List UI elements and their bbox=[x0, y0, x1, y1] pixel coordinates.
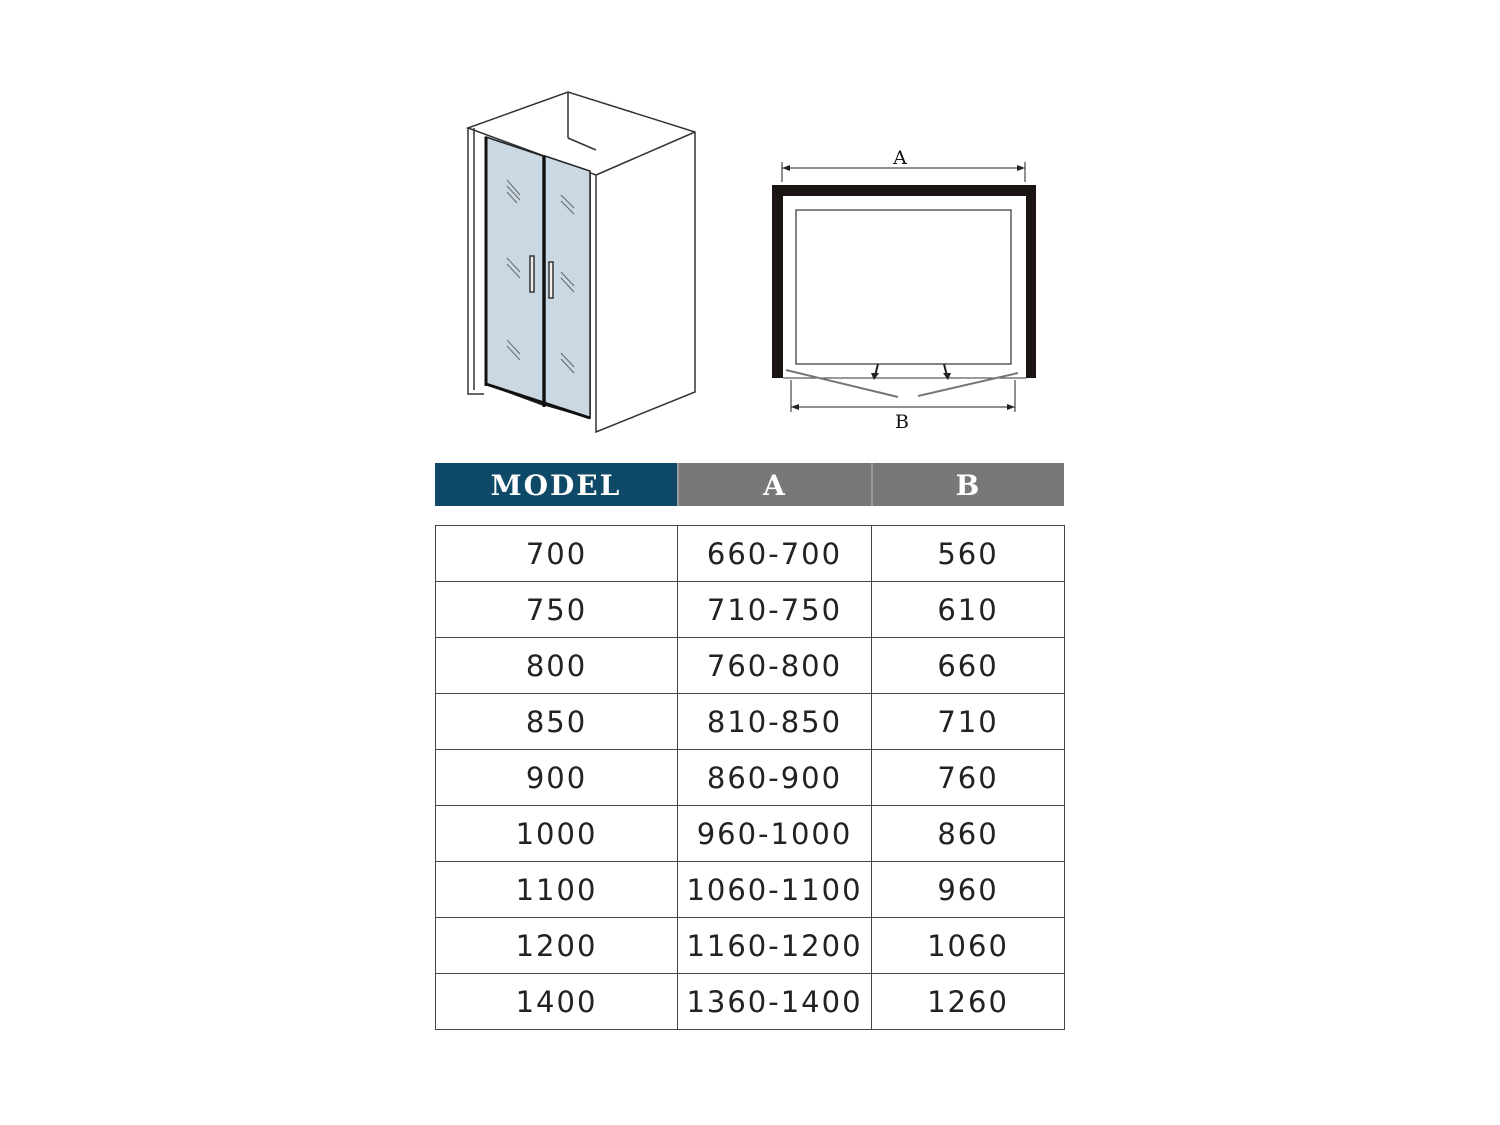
b-cell: 960 bbox=[872, 862, 1065, 918]
model-cell: 700 bbox=[436, 526, 678, 582]
a-cell: 860-900 bbox=[678, 750, 872, 806]
b-cell: 1260 bbox=[872, 974, 1065, 1030]
shower-3d-illustration bbox=[468, 92, 695, 432]
b-cell: 710 bbox=[872, 694, 1065, 750]
table-row bbox=[436, 974, 1065, 1030]
b-cell: 610 bbox=[872, 582, 1065, 638]
table-row bbox=[436, 918, 1065, 974]
model-cell: 850 bbox=[436, 694, 678, 750]
b-cell: 760 bbox=[872, 750, 1065, 806]
dimension-table bbox=[435, 525, 1065, 1030]
b-cell: 860 bbox=[872, 806, 1065, 862]
dimension-b-label: B bbox=[895, 411, 909, 433]
b-cell: 560 bbox=[872, 526, 1065, 582]
a-cell: 810-850 bbox=[678, 694, 872, 750]
table-row bbox=[436, 806, 1065, 862]
model-cell: 1200 bbox=[436, 918, 678, 974]
model-cell: 1100 bbox=[436, 862, 678, 918]
table-row bbox=[436, 862, 1065, 918]
a-cell: 1160-1200 bbox=[678, 918, 872, 974]
table-row bbox=[436, 750, 1065, 806]
a-cell: 660-700 bbox=[678, 526, 872, 582]
header-model: MODEL bbox=[435, 463, 677, 506]
b-cell: 1060 bbox=[872, 918, 1065, 974]
model-cell: 800 bbox=[436, 638, 678, 694]
table-row bbox=[436, 694, 1065, 750]
table-row bbox=[436, 638, 1065, 694]
b-cell: 660 bbox=[872, 638, 1065, 694]
dimension-a-label: A bbox=[893, 147, 907, 169]
a-cell: 710-750 bbox=[678, 582, 872, 638]
table-header bbox=[435, 463, 1064, 506]
a-cell: 1060-1100 bbox=[678, 862, 872, 918]
model-cell: 900 bbox=[436, 750, 678, 806]
table-row bbox=[436, 582, 1065, 638]
model-cell: 750 bbox=[436, 582, 678, 638]
table-row bbox=[436, 526, 1065, 582]
shower-drawings bbox=[0, 0, 1500, 460]
plan-view-diagram bbox=[772, 147, 1036, 433]
header-b: B bbox=[871, 463, 1064, 506]
header-a: A bbox=[677, 463, 871, 506]
a-cell: 960-1000 bbox=[678, 806, 872, 862]
a-cell: 1360-1400 bbox=[678, 974, 872, 1030]
a-cell: 760-800 bbox=[678, 638, 872, 694]
model-cell: 1400 bbox=[436, 974, 678, 1030]
model-cell: 1000 bbox=[436, 806, 678, 862]
